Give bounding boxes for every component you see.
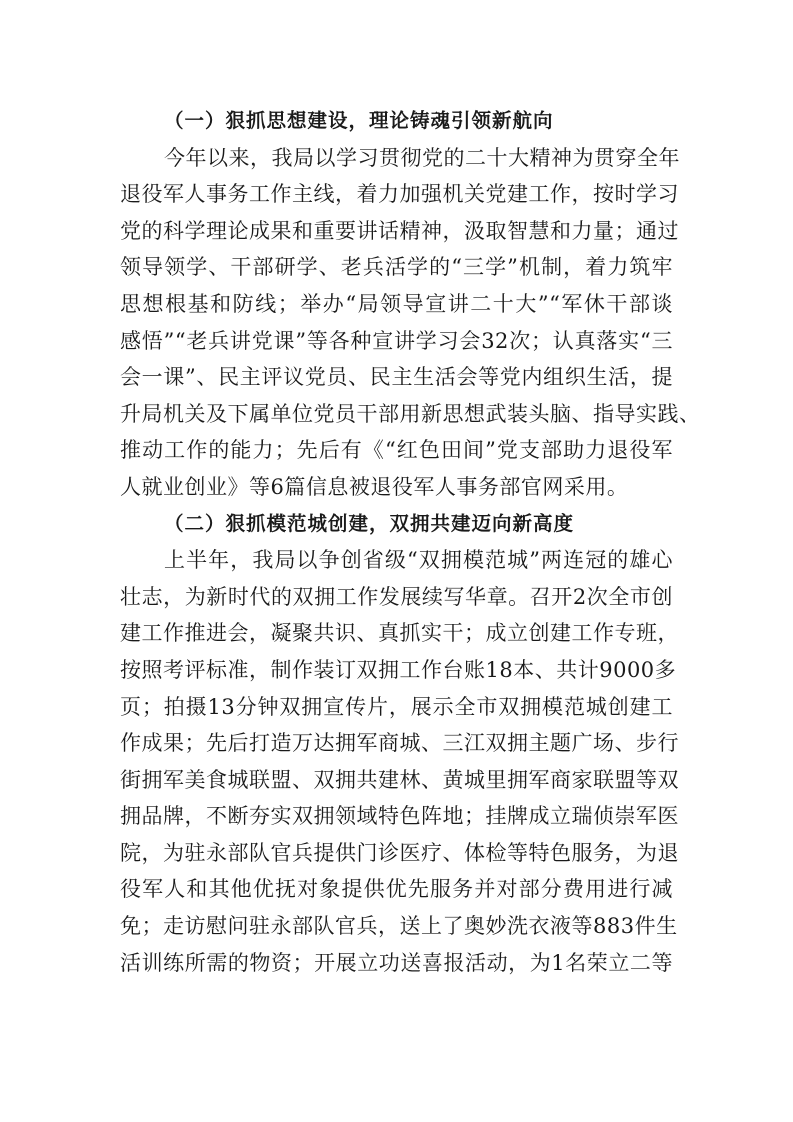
- paragraph-line: 按照考评标准，制作装订双拥工作台账18本、共计9000多: [120, 657, 677, 682]
- paragraph-line: 作成果；先后打造万达拥军商城、三江双拥主题广场、步行: [120, 731, 679, 756]
- paragraph-line: 拥品牌，不断夯实双拥领域特色阵地；挂牌成立瑞侦崇军医: [120, 804, 679, 829]
- paragraph-line: 党的科学理论成果和重要讲话精神，汲取智慧和力量；通过: [120, 218, 679, 243]
- paragraph-line: 退役军人事务工作主线，着力加强机关党建工作，按时学习: [120, 182, 679, 207]
- paragraph-line: 今年以来，我局以学习贯彻党的二十大精神为贯穿全年: [164, 145, 680, 170]
- paragraph-line: 活训练所需的物资；开展立功送喜报活动，为1名荣立二等: [120, 950, 673, 975]
- paragraph-line: 领导领学、干部研学、老兵活学的“三学”机制，着力筑牢: [120, 255, 673, 280]
- paragraph-line: 推动工作的能力；先后有《“红色田间”党支部助力退役军: [120, 438, 673, 463]
- paragraph-line: 院，为驻永部队官兵提供门诊医疗、体检等特色服务，为退: [120, 840, 679, 865]
- section-heading-2: （二）狠抓模范城创建，双拥共建迈向新高度: [164, 511, 575, 535]
- paragraph-line: 街拥军美食城联盟、双拥共建林、黄城里拥军商家联盟等双: [120, 767, 679, 792]
- paragraph-line: 思想根基和防线；举办“局领导宣讲二十大”“军休干部谈: [120, 291, 673, 316]
- paragraph-line: 壮志，为新时代的双拥工作发展续写华章。召开2次全市创: [120, 584, 673, 609]
- paragraph-line: 免；走访慰问驻永部队官兵，送上了奥妙洗衣液等883件生: [120, 914, 678, 939]
- paragraph-line: 上半年，我局以争创省级“双拥模范城”两连冠的雄心: [164, 548, 673, 573]
- paragraph-line: 建工作推进会，凝聚共识、真抓实干；成立创建工作专班，: [120, 621, 679, 646]
- paragraph-line: 役军人和其他优抚对象提供优先服务并对部分费用进行减: [120, 877, 673, 902]
- paragraph-line: 会一课”、民主评议党员、民主生活会等党内组织生活，提: [120, 365, 673, 390]
- document-page: [120, 103, 701, 981]
- paragraph-line: 升局机关及下属单位党员干部用新思想武装头脑、指导实践、: [120, 401, 701, 426]
- section-heading-1: （一）狠抓思想建设，理论铸魂引领新航向: [164, 109, 554, 132]
- paragraph-line: 人就业创业》等6篇信息被退役军人事务部官网采用。: [120, 474, 629, 499]
- paragraph-line: 页；拍摄13分钟双拥宣传片，展示全市双拥模范城创建工: [120, 694, 673, 719]
- paragraph-line: 感悟”“老兵讲党课”等各种宣讲学习会32次；认真落实“三: [120, 328, 673, 353]
